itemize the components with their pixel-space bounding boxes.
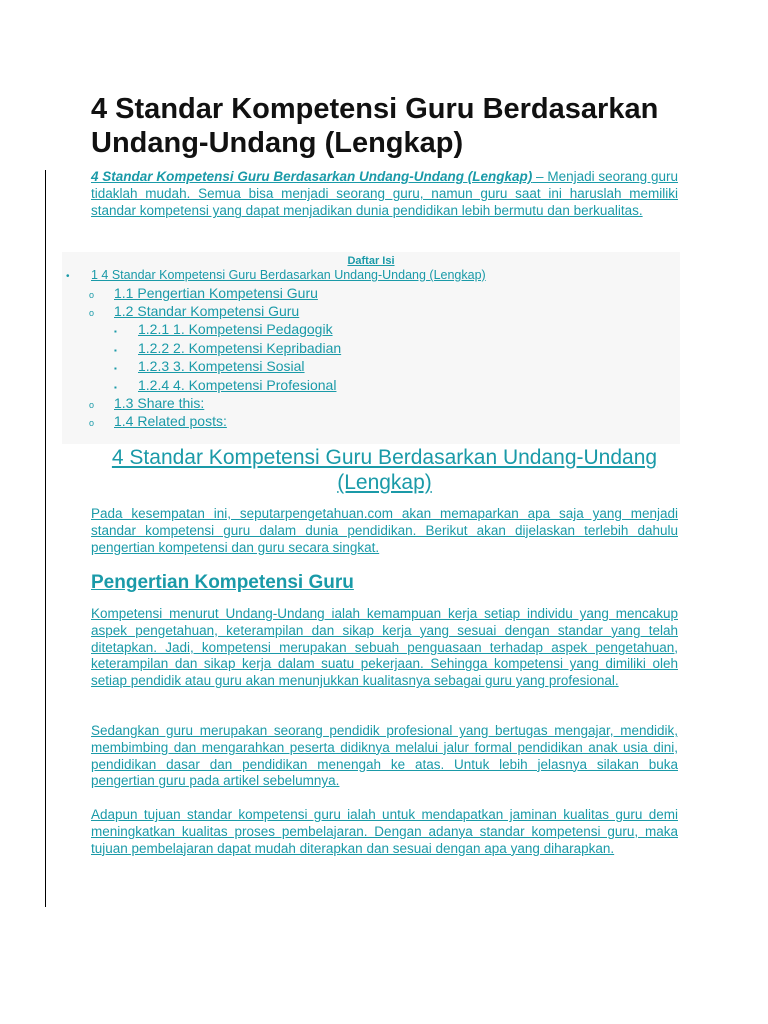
toc-item-1-2-1[interactable] — [114, 321, 333, 337]
toc-item-1[interactable] — [66, 268, 486, 282]
toc-item-label: 1.2.3 3. Kompetensi Sosial — [138, 358, 305, 374]
bullet-dot-icon: • — [66, 271, 70, 282]
toc-item-1-2-4[interactable] — [114, 377, 336, 393]
paragraph-intro-site[interactable]: Pada kesempatan ini, seputarpengetahuan.com akan memaparkan apa saja yang menjadi standar kompetensi guru dalam dunia pendidikan. Berikut akan dijelaskan terlebih dahulu pengertian kompetensi dan guru secara singkat. — [91, 506, 678, 555]
toc-item-1-2-2[interactable] — [114, 340, 341, 356]
toc-item-label: 1 4 Standar Kompetensi Guru Berdasarkan Undang-Undang (Lengkap) — [91, 268, 486, 282]
toc-item-1-2[interactable] — [89, 303, 299, 319]
subheading-pengertian[interactable]: Pengertian Kompetensi Guru — [91, 572, 354, 593]
bullet-circle-icon: o — [89, 418, 95, 428]
toc-item-1-3[interactable] — [89, 395, 204, 411]
toc-item-label: 1.2.1 1. Kompetensi Pedagogik — [138, 321, 333, 337]
toc-item-label: 1.2.2 2. Kompetensi Kepribadian — [138, 340, 342, 356]
toc-item-label: 1.2 Standar Kompetensi Guru — [114, 303, 300, 319]
toc-item-label: 1.4 Related posts: — [114, 413, 227, 429]
section-title[interactable]: 4 Standar Kompetensi Guru Berdasarkan Undang-Undang (Lengkap) — [111, 446, 658, 494]
paragraph-kompetensi[interactable]: Kompetensi menurut Undang-Undang ialah kemampuan kerja setiap individu yang mencakup aspek pengetahuan, keterampilan dan sikap kerja yang sesuai dengan standar yang telah ditetapkan. Jadi, kompetensi merupakan sebuah penguasaan terhadap aspek pengetahuan, keterampilan dan sikap kerja dalam suatu pekerjaan. Sehingga kompetensi yang dimiliki oleh setiap pendidik atau guru akan menunjukkan kualitasnya sebagai guru yang profesional. — [91, 606, 678, 689]
toc-item-1-4[interactable] — [89, 413, 227, 429]
toc-item-1-2-3[interactable] — [114, 358, 305, 374]
bullet-square-icon: ▪ — [114, 383, 117, 392]
page-title: 4 Standar Kompetensi Guru Berdasarkan Undang-Undang (Lengkap) — [91, 93, 659, 159]
bullet-square-icon: ▪ — [114, 346, 117, 355]
page-margin-line — [45, 170, 46, 907]
table-of-contents — [62, 252, 680, 444]
toc-item-label: 1.2.4 4. Kompetensi Profesional — [138, 377, 337, 393]
bullet-circle-icon: o — [89, 400, 95, 410]
bullet-square-icon: ▪ — [114, 327, 117, 336]
bullet-circle-icon: o — [89, 290, 95, 300]
intro-paragraph — [91, 168, 678, 220]
intro-title-link[interactable]: 4 Standar Kompetensi Guru Berdasarkan Undang-Undang (Lengkap) — [91, 169, 533, 184]
toc-item-label: 1.1 Pengertian Kompetensi Guru — [114, 285, 318, 301]
paragraph-guru[interactable]: Sedangkan guru merupakan seorang pendidik profesional yang bertugas mengajar, mendidik, membimbing dan mengarahkan peserta didiknya melalui jalur formal pendidikan anak usia dini, pendidikan dasar dan pendidikan menengah ke atas. Untuk lebih jelasnya silakan buka pengertian guru pada artikel sebelumnya. — [91, 723, 678, 789]
bullet-square-icon: ▪ — [114, 364, 117, 373]
toc-item-label: 1.3 Share this: — [114, 395, 205, 411]
toc-item-1-1[interactable] — [89, 285, 318, 301]
intro-text: – Menjadi seorang guru tidaklah mudah. Semua bisa menjadi seorang guru, namun guru saat ini haruslah memiliki standar kompetensi yang dapat menjadikan dunia pendidikan lebih bermutu dan berkualitas. — [91, 169, 678, 219]
paragraph-tujuan[interactable]: Adapun tujuan standar kompetensi guru ialah untuk mendapatkan jaminan kualitas guru demi meningkatkan kualitas proses pembelajaran. Dengan adanya standar kompetensi guru, maka tujuan pembelajaran dapat mudah diterapkan dan sesuai dengan apa yang diharapkan. — [91, 807, 678, 856]
bullet-circle-icon: o — [89, 308, 95, 318]
toc-title[interactable]: Daftar Isi — [347, 255, 395, 267]
